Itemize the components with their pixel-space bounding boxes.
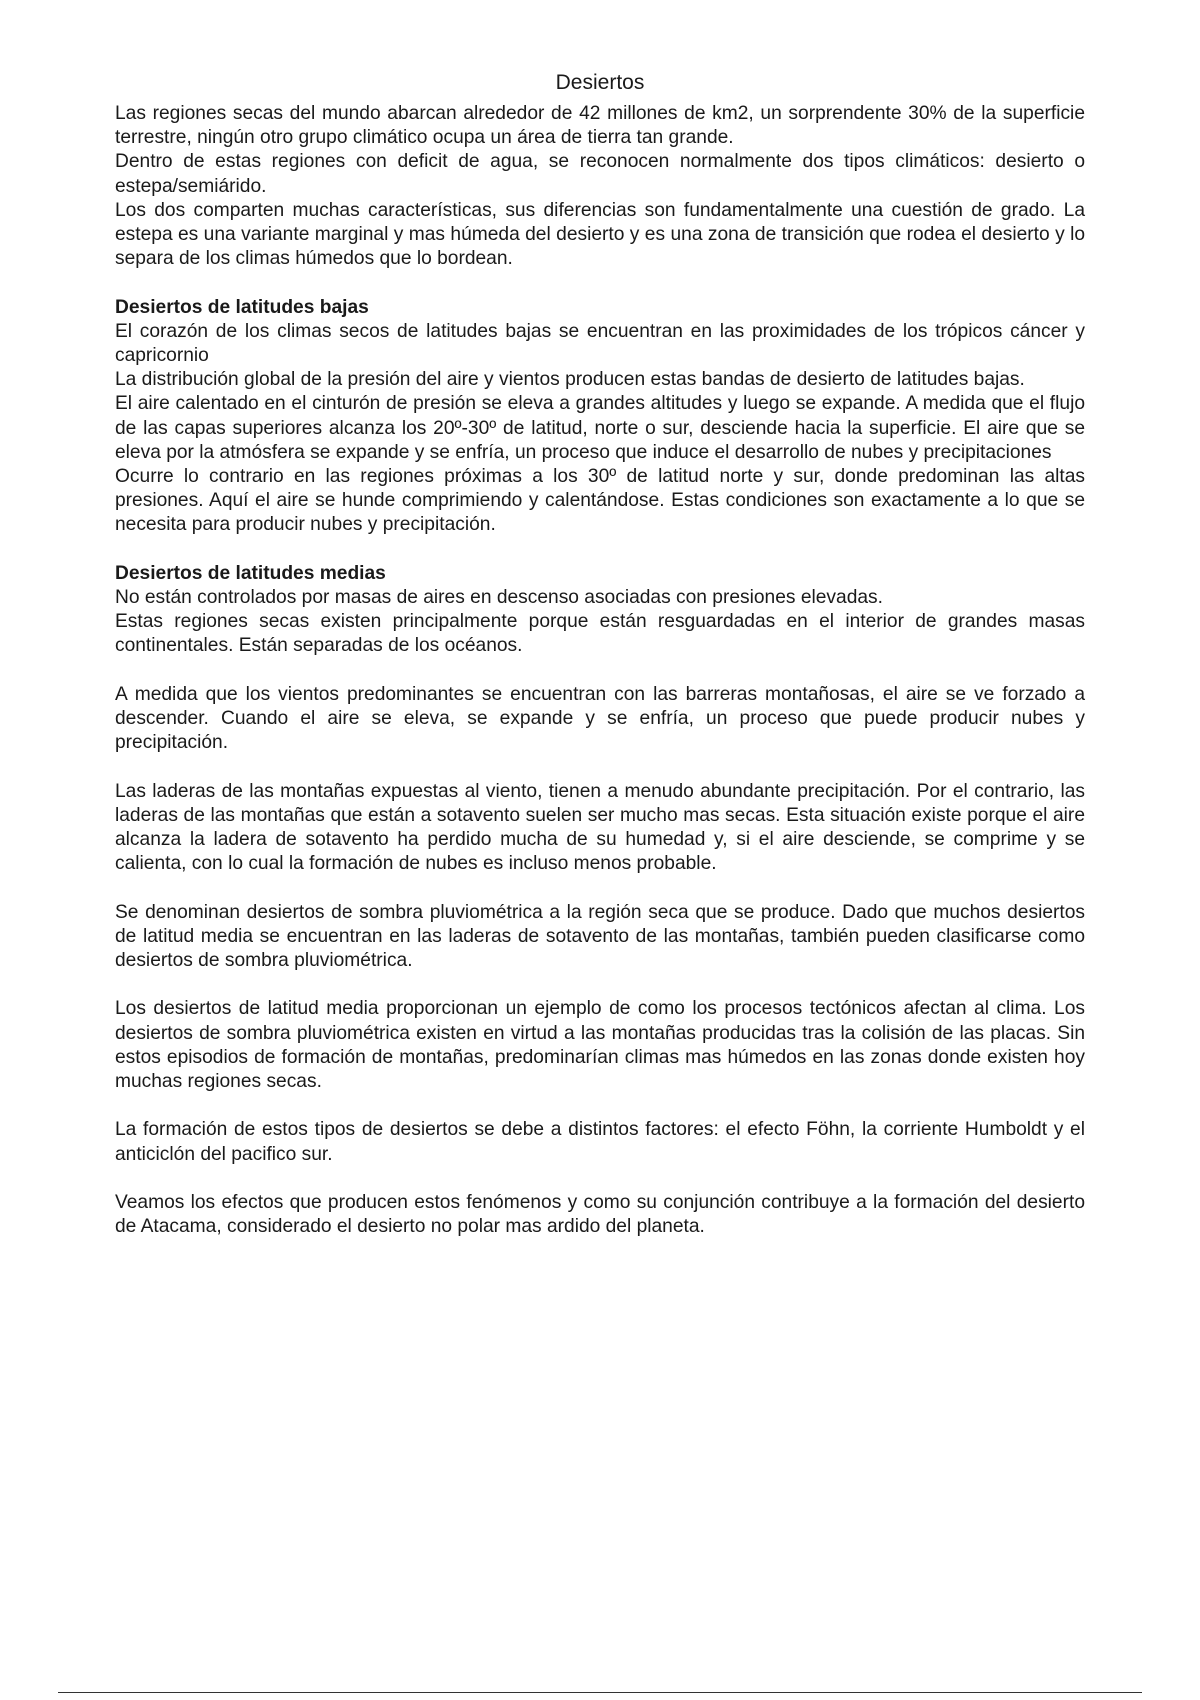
mid-latitude-block-4: Los desiertos de latitud media proporcionan un ejemplo de como los procesos tectónicos afectan al clima. Los desiertos de sombra pluviométrica existen en virtud a las montañas producidas tras la colisión de las placas. Sin estos episodios de formación de montañas, predominarían climas mas húmedos en las zonas donde existen hoy muchas regiones secas.	[115, 998, 1085, 1093]
intro-paragraph-1: Las regiones secas del mundo abarcan alrededor de 42 millones de km2, un sorprendente 30% de la superficie terrestre, ningún otro grupo climático ocupa un área de tierra tan grande.	[115, 103, 1085, 149]
mid-latitude-paragraph-1: No están controlados por masas de aires en descenso asociadas con presiones elevadas.	[115, 587, 883, 609]
mid-latitude-block-2: Las laderas de las montañas expuestas al viento, tienen a menudo abundante precipitación. Por el contrario, las laderas de las montañas que están a sotavento suelen ser mucho mas secas. Esta situación existe porque el aire alcanza la ladera de sotavento ha perdido mucha de su humedad y, si el aire desciende, se comprime y se calienta, con lo cual la formación de nubes es incluso menos probable.	[115, 780, 1085, 875]
footer-divider	[58, 1692, 1142, 1693]
low-latitude-paragraph-2: La distribución global de la presión del aire y vientos producen estas bandas de desierto de latitudes bajas.	[115, 369, 1025, 391]
spacer	[115, 538, 1085, 562]
mid-latitude-block-3: Se denominan desiertos de sombra pluviométrica a la región seca que se produce. Dado que muchos desiertos de latitud media se encuentran en las laderas de sotavento de las montañas, también pueden clasificarse como desiertos de sombra pluviométrica.	[115, 901, 1085, 972]
spacer	[115, 1094, 1085, 1118]
section-heading-low-latitude: Desiertos de latitudes bajas	[115, 296, 369, 318]
spacer	[115, 271, 1085, 295]
mid-latitude-block-6: Veamos los efectos que producen estos fenómenos y como su conjunción contribuye a la formación del desierto de Atacama, considerado el desierto no polar mas ardido del planeta.	[115, 1192, 1085, 1238]
mid-latitude-block-5: La formación de estos tipos de desiertos se debe a distintos factores: el efecto Föhn, la corriente Humboldt y el anticiclón del pacifico sur.	[115, 1119, 1085, 1165]
spacer	[115, 973, 1085, 997]
low-latitude-paragraph-3: El aire calentado en el cinturón de presión se eleva a grandes altitudes y luego se expande. A medida que el flujo de las capas superiores alcanza los 20º-30º de latitud, norte o sur, desciende hacia la superficie. El aire que se eleva por la atmósfera se expande y se enfría, un proceso que induce el desarrollo de nubes y precipitaciones	[115, 393, 1085, 463]
intro-paragraph-2: Dentro de estas regiones con deficit de agua, se reconocen normalmente dos tipos climáticos: desierto o estepa/semiárido.	[115, 151, 1085, 197]
spacer	[115, 755, 1085, 779]
low-latitude-paragraph-4: Ocurre lo contrario en las regiones próximas a los 30º de latitud norte y sur, donde predominan las altas presiones. Aquí el aire se hunde comprimiendo y calentándose. Estas condiciones son exactamente a lo que se necesita para producir nubes y precipitación.	[115, 466, 1085, 536]
mid-latitude-paragraph-2: Estas regiones secas existen principalmente porque están resguardadas en el interior de grandes masas continentales. Están separadas de los océanos.	[115, 611, 1085, 657]
mid-latitude-block-1: A medida que los vientos predominantes se encuentran con las barreras montañosas, el aire se ve forzado a descender. Cuando el aire se eleva, se expande y se enfría, un proceso que puede producir nubes y precipitación.	[115, 683, 1085, 754]
section-heading-mid-latitude: Desiertos de latitudes medias	[115, 562, 386, 584]
low-latitude-paragraph-1: El corazón de los climas secos de latitudes bajas se encuentran en las proximidades de los trópicos cáncer y capricornio	[115, 320, 1085, 367]
document-page	[115, 70, 1085, 1239]
spacer	[115, 1167, 1085, 1191]
spacer	[115, 876, 1085, 900]
page-title: Desiertos	[555, 71, 645, 94]
intro-paragraph-3: Los dos comparten muchas características, sus diferencias son fundamentalmente una cuestión de grado. La estepa es una variante marginal y mas húmeda del desierto y es una zona de transición que rodea el desierto y lo separa de los climas húmedos que lo bordean.	[115, 199, 1085, 270]
spacer	[115, 659, 1085, 683]
